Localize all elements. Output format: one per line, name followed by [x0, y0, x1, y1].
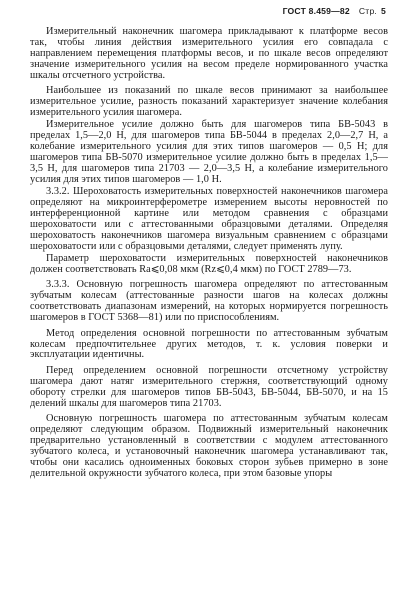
paragraph: Измерительное усилие должно быть для шагомеров типа БВ-5043 в пределах 1,5—2,0 Н, для шагомеров типа БВ-5044 в пределах 2,0—2,7 Н, а колебание измерительного усилия для этих типов шагомеров — 0,5 Н; для шагомеров типа БВ-5070 измерительное усилие должно быть в пределах 1,5—3,5 Н, для шагомеров типа 21703 — 2,0—3,5 Н, а колебание измерительного усилия для этих типов шагомеров — 1,0 Н.: [30, 119, 388, 185]
document-body: [30, 27, 388, 480]
paragraph: Параметр шероховатости измерительных поверхностей наконечников должен соответствовать Ra⩽0,08 мкм (Rz⩽0,4 мкм) по ГОСТ 2789—73.: [30, 252, 388, 275]
paragraph: Перед определением основной погрешности отсчетному устройству шагомера дают натяг измерительного стержня, соответствующий одному обороту стрелки для шагомеров типов БВ-5043, БВ-5044, БВ-5070, и на 15 делений шкалы для шагомеров типа 21703.: [30, 365, 388, 409]
paragraph: Метод определения основной погрешности по аттестованным зубчатым колесам предпочтительнее других методов, т. к. условия поверки и эксплуатации идентичны.: [30, 327, 388, 361]
paragraph: 3.3.2. Шероховатость измерительных поверхностей наконечников шагомера определяют на микроинтерферометре измерением высоты неровностей по интерференционной картине или методом сравнения с образцами шероховатости или с аттестованными образцовыми деталями. Определяя шероховатость наконечников шагомера визуальным сравнением с образцами шероховатости или с образцовыми деталями, следует применять лупу.: [30, 185, 388, 252]
paragraph: 3.3.3. Основную погрешность шагомера определяют по аттестованным зубчатым колесам (аттестованные разности шагов на колесах должны соответствовать диапазонам измерений, на которых нормируется погрешность шагомеров в ГОСТ 5368—81) или по приспособлениям.: [30, 279, 388, 324]
paragraph: Наибольшее из показаний по шкале весов принимают за наибольшее измерительное усилие, разность показаний характеризует значение колебания измерительного усилия шагомера.: [30, 85, 388, 119]
paragraph: Измерительный наконечник шагомера прикладывают к платформе весов так, чтобы линия действия измерительного усилия его совпадала с направлением перемещения платформы весов, и по шкале весов определяют значение измерительного усилия на весом пределе нормированного участка шкалы отсчетного устройства.: [30, 26, 388, 81]
page-number: 5: [381, 6, 386, 16]
page-header: [283, 6, 386, 16]
paragraph: Основную погрешность шагомера по аттестованным зубчатым колесам определяют следующим образом. Подвижный измерительный наконечник предварительно установленный в соответствии с модулем аттестованного зубчатого колеса, и установочный наконечник шагомера устанавливают так, чтобы они касались одноименных боковых сторон зубьев примерно в зоне делительной окружности зубчатого колеса, при этом базовые упоры: [30, 413, 388, 480]
page-label: Стр.: [358, 6, 378, 16]
standard-number: ГОСТ 8.459—82: [282, 6, 350, 16]
